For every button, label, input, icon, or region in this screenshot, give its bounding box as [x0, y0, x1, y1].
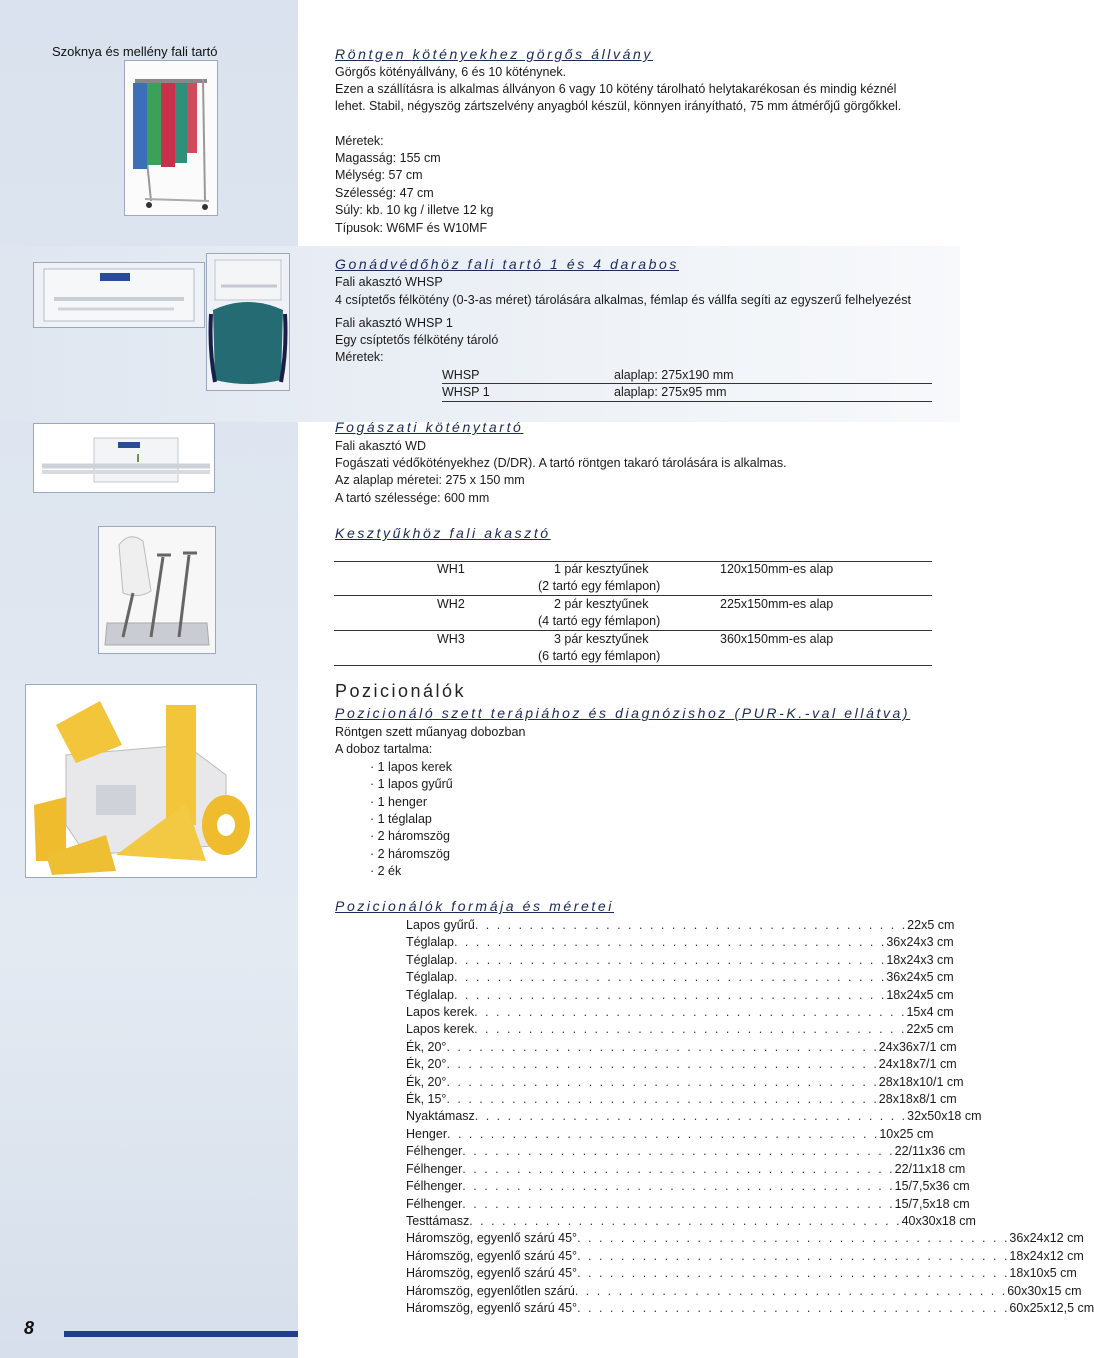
dot-leader: . . . . . . . . . . . . . . . . . . . . . . . . . . . . . . . . . . . . . . . . — [474, 1109, 908, 1124]
wh2-desc: 2 pár kesztyűnek — [554, 597, 649, 611]
size-name: Háromszög, egyenlőtlen szárú — [406, 1283, 575, 1298]
size-value: 22x5 cm — [906, 1022, 954, 1037]
size-row — [406, 952, 954, 969]
size-value: 28x18x10/1 cm — [878, 1074, 964, 1089]
section5-line-1: Röntgen szett műanyag dobozban — [335, 725, 526, 739]
section2-line-3: Fali akasztó WHSP 1 — [335, 316, 453, 330]
dot-leader: . . . . . . . . . . . . . . . . . . . . . . . . . . . . . . . . . . . . . . . . — [453, 970, 887, 985]
size-row — [406, 917, 955, 934]
size-value: 10x25 cm — [879, 1126, 934, 1141]
section4-title: Kesztyűkhöz fali akasztó — [335, 525, 551, 541]
size-row — [406, 1196, 970, 1213]
size-value: 24x18x7/1 cm — [878, 1057, 957, 1072]
size-name: Testtámasz — [406, 1213, 470, 1228]
size-row — [406, 1230, 1084, 1247]
size-name: Háromszög, egyenlő szárú 45° — [406, 1231, 578, 1246]
section3-line-2: Fogászati védőkötényekhez (D/DR). A tartó röntgen takaró tárolására is alkalmas. — [335, 456, 787, 470]
size-row — [406, 1265, 1077, 1282]
section1-line-2: Ezen a szállításra is alkalmas állványon 6 vagy 10 kötény tárolható helytakarékosan és mindig kéznél — [335, 82, 897, 96]
wh2-size: 225x150mm-es alap — [720, 597, 834, 611]
section1-spec-height: Magasság: 155 cm — [335, 151, 441, 165]
size-row — [406, 1126, 934, 1143]
dot-leader: . . . . . . . . . . . . . . . . . . . . . . . . . . . . . . . . . . . . . . . . — [446, 1057, 879, 1072]
size-name: Félhenger — [406, 1179, 463, 1194]
gonad-holder-photo — [206, 253, 290, 391]
dot-leader: . . . . . . . . . . . . . . . . . . . . . . . . . . . . . . . . . . . . . . . . — [577, 1248, 1010, 1263]
size-name: Téglalap — [406, 935, 454, 950]
wh3-size: 360x150mm-es alap — [720, 632, 834, 646]
wh3-desc-note: (6 tartó egy fémlapon) — [538, 649, 661, 663]
sizes-list — [406, 917, 1094, 1317]
wh1-size: 120x150mm-es alap — [720, 562, 834, 576]
size-value: 15/7,5x18 cm — [894, 1196, 970, 1211]
whsp1-name: WHSP 1 — [442, 385, 490, 399]
dot-leader: . . . . . . . . . . . . . . . . . . . . . . . . . . . . . . . . . . . . . . . . — [446, 1092, 879, 1107]
size-value: 22/11x18 cm — [894, 1161, 966, 1176]
whsp-name: WHSP — [442, 368, 480, 382]
section5-title: Pozicionáló szett terápiához és diagnózishoz (PUR-K.-val ellátva) — [335, 705, 911, 721]
size-name: Lapos kerek — [406, 1005, 475, 1020]
size-name: Félhenger — [406, 1196, 463, 1211]
size-value: 36x24x3 cm — [886, 935, 954, 950]
box-item: · 1 lapos gyűrű — [370, 777, 453, 791]
size-row — [406, 1248, 1084, 1265]
wall-holder-whsp-photo — [33, 262, 205, 328]
dot-leader: . . . . . . . . . . . . . . . . . . . . . . . . . . . . . . . . . . . . . . . . — [574, 1283, 1008, 1298]
dot-leader: . . . . . . . . . . . . . . . . . . . . . . . . . . . . . . . . . . . . . . . . — [447, 1126, 880, 1141]
section1-spec-heading: Méretek: — [335, 134, 384, 148]
section1-line-3: lehet. Stabil, négyszög zártszelvény anyagból készül, könnyen irányítható, 75 mm átmérőjű görgőkkel. — [335, 99, 902, 113]
dot-leader: . . . . . . . . . . . . . . . . . . . . . . . . . . . . . . . . . . . . . . . . — [446, 1074, 879, 1089]
size-value: 32x50x18 cm — [907, 1109, 982, 1124]
size-value: 40x30x18 cm — [901, 1213, 976, 1228]
size-row — [406, 1143, 966, 1160]
size-name: Téglalap — [406, 987, 454, 1002]
wh2-desc-note: (4 tartó egy fémlapon) — [538, 614, 661, 628]
whsp1-value: alaplap: 275x95 mm — [614, 385, 727, 399]
size-row — [406, 1056, 957, 1073]
glove-holder-photo — [98, 526, 216, 654]
apron-stand-photo — [124, 60, 218, 216]
size-value: 28x18x8/1 cm — [878, 1092, 957, 1107]
wh1-desc: 1 pár kesztyűnek — [554, 562, 649, 576]
size-row — [406, 1161, 966, 1178]
size-name: Háromszög, egyenlő szárú 45° — [406, 1300, 578, 1315]
dot-leader: . . . . . . . . . . . . . . . . . . . . . . . . . . . . . . . . . . . . . . . . — [462, 1144, 895, 1159]
section5-line-2: A doboz tartalma: — [335, 742, 433, 756]
dot-leader: . . . . . . . . . . . . . . . . . . . . . . . . . . . . . . . . . . . . . . . . — [453, 935, 887, 950]
section3-line-4: A tartó szélessége: 600 mm — [335, 491, 490, 505]
size-row — [406, 1108, 982, 1125]
page-number: 8 — [24, 1318, 35, 1338]
wh2-code: WH2 — [437, 597, 465, 611]
size-value: 22x5 cm — [907, 918, 955, 932]
wh3-code: WH3 — [437, 632, 465, 646]
size-name: Ék, 20° — [406, 1074, 447, 1089]
size-row — [406, 1039, 957, 1056]
box-item: · 1 henger — [370, 795, 427, 809]
section2-line-5: Méretek: — [335, 350, 384, 364]
footer-bar — [64, 1331, 298, 1337]
dot-leader: . . . . . . . . . . . . . . . . . . . . . . . . . . . . . . . . . . . . . . . . — [577, 1231, 1010, 1246]
size-row — [406, 934, 954, 951]
dot-leader: . . . . . . . . . . . . . . . . . . . . . . . . . . . . . . . . . . . . . . . . — [462, 1161, 895, 1176]
size-name: Lapos gyűrű — [406, 918, 475, 932]
dental-holder-photo — [33, 423, 215, 493]
size-name: Ék, 15° — [406, 1092, 447, 1107]
positioner-set-photo — [25, 684, 257, 878]
size-name: Henger — [406, 1126, 447, 1141]
size-name: Téglalap — [406, 952, 454, 967]
size-row — [406, 1004, 954, 1021]
dot-leader: . . . . . . . . . . . . . . . . . . . . . . . . . . . . . . . . . . . . . . . . — [577, 1266, 1010, 1281]
section2-line-1: Fali akasztó WHSP — [335, 275, 443, 289]
divider — [442, 401, 932, 402]
section6-title: Pozicionálók formája és méretei — [335, 898, 615, 914]
size-name: Félhenger — [406, 1144, 463, 1159]
box-item: · 2 háromszög — [370, 847, 450, 861]
size-row — [406, 1074, 964, 1091]
size-name: Háromszög, egyenlő szárú 45° — [406, 1248, 578, 1263]
section3-title: Fogászati köténytartó — [335, 419, 524, 435]
dot-leader: . . . . . . . . . . . . . . . . . . . . . . . . . . . . . . . . . . . . . . . . — [469, 1213, 902, 1228]
size-value: 60x30x15 cm — [1007, 1283, 1082, 1298]
size-value: 18x24x3 cm — [886, 952, 954, 967]
section2-line-4: Egy csíptetős félkötény tároló — [335, 333, 499, 347]
divider — [442, 383, 932, 384]
dot-leader: . . . . . . . . . . . . . . . . . . . . . . . . . . . . . . . . . . . . . . . . — [446, 1039, 879, 1054]
section1-spec-depth: Mélység: 57 cm — [335, 168, 423, 182]
sidebar-caption: Szoknya és mellény fali tartó — [52, 44, 218, 59]
section3-line-3: Az alaplap méretei: 275 x 150 mm — [335, 473, 525, 487]
dot-leader: . . . . . . . . . . . . . . . . . . . . . . . . . . . . . . . . . . . . . . . . — [474, 918, 908, 932]
section1-line-1: Görgős kötényállvány, 6 és 10 köténynek. — [335, 65, 567, 79]
size-row — [406, 1283, 1082, 1300]
section1-spec-width: Szélesség: 47 cm — [335, 186, 434, 200]
dot-leader: . . . . . . . . . . . . . . . . . . . . . . . . . . . . . . . . . . . . . . . . — [577, 1300, 1010, 1315]
section1-title: Röntgen kötényekhez görgős állvány — [335, 46, 653, 62]
dot-leader: . . . . . . . . . . . . . . . . . . . . . . . . . . . . . . . . . . . . . . . . — [453, 987, 887, 1002]
size-row — [406, 987, 954, 1004]
section2-title: Gonádvédőhöz fali tartó 1 és 4 darabos — [335, 256, 679, 272]
dot-leader: . . . . . . . . . . . . . . . . . . . . . . . . . . . . . . . . . . . . . . . . — [462, 1196, 895, 1211]
size-value: 36x24x5 cm — [886, 970, 954, 985]
size-value: 18x24x5 cm — [886, 987, 954, 1002]
wh1-desc-note: (2 tartó egy fémlapon) — [538, 579, 661, 593]
size-name: Téglalap — [406, 970, 454, 985]
dot-leader: . . . . . . . . . . . . . . . . . . . . . . . . . . . . . . . . . . . . . . . . — [462, 1179, 895, 1194]
dot-leader: . . . . . . . . . . . . . . . . . . . . . . . . . . . . . . . . . . . . . . . . — [453, 952, 887, 967]
size-row — [406, 1021, 954, 1038]
size-row — [406, 969, 954, 986]
size-name: Ék, 20° — [406, 1057, 447, 1072]
positioners-heading: Pozicionálók — [335, 681, 467, 701]
size-value: 60x25x12,5 cm — [1009, 1300, 1094, 1315]
box-item: · 2 háromszög — [370, 829, 450, 843]
divider — [334, 665, 932, 666]
whsp-value: alaplap: 275x190 mm — [614, 368, 734, 382]
size-value: 36x24x12 cm — [1009, 1231, 1084, 1246]
dot-leader: . . . . . . . . . . . . . . . . . . . . . . . . . . . . . . . . . . . . . . . . — [474, 1005, 907, 1020]
size-name: Háromszög, egyenlő szárú 45° — [406, 1266, 578, 1281]
divider — [334, 630, 932, 631]
wh3-desc: 3 pár kesztyűnek — [554, 632, 649, 646]
section1-spec-types: Típusok: W6MF és W10MF — [335, 221, 488, 235]
size-value: 24x36x7/1 cm — [878, 1039, 957, 1054]
size-value: 15/7,5x36 cm — [894, 1179, 970, 1194]
size-name: Félhenger — [406, 1161, 463, 1176]
size-value: 15x4 cm — [906, 1005, 954, 1020]
divider — [334, 595, 932, 596]
size-value: 18x10x5 cm — [1009, 1266, 1077, 1281]
size-value: 22/11x36 cm — [894, 1144, 966, 1159]
section2-line-2: 4 csíptetős félkötény (0-3-as méret) tárolására alkalmas, fémlap és vállfa segíti az egyszerű felhelyezést — [335, 293, 911, 307]
size-name: Lapos kerek — [406, 1022, 475, 1037]
wh1-code: WH1 — [437, 562, 465, 576]
section3-line-1: Fali akasztó WD — [335, 439, 426, 453]
box-item: · 1 lapos kerek — [370, 760, 452, 774]
dot-leader: . . . . . . . . . . . . . . . . . . . . . . . . . . . . . . . . . . . . . . . . — [474, 1022, 907, 1037]
section1-spec-weight: Súly: kb. 10 kg / illetve 12 kg — [335, 203, 494, 217]
size-value: 18x24x12 cm — [1009, 1248, 1084, 1263]
size-row — [406, 1178, 970, 1195]
size-row — [406, 1213, 976, 1230]
size-row — [406, 1300, 1094, 1317]
size-name: Nyaktámasz — [406, 1109, 475, 1124]
box-item: · 2 ék — [370, 864, 402, 878]
size-name: Ék, 20° — [406, 1039, 447, 1054]
box-item: · 1 téglalap — [370, 812, 432, 826]
size-row — [406, 1091, 957, 1108]
